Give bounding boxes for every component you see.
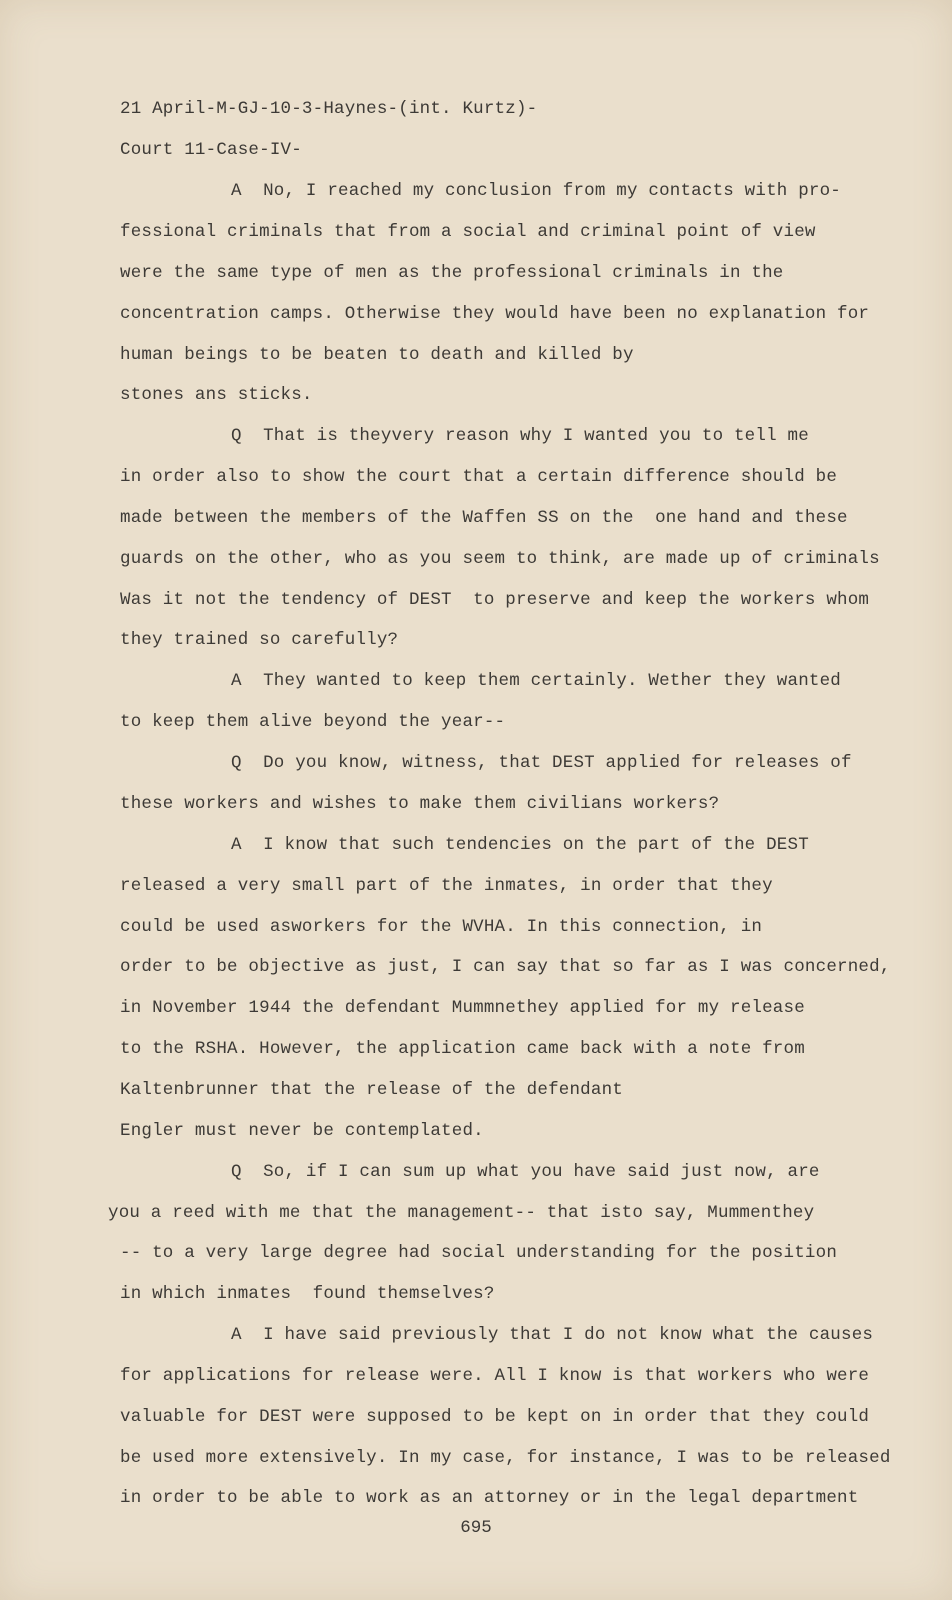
text-line: Was it not the tendency of DEST to preserve and keep the workers whom xyxy=(120,590,870,610)
text-line: Q So, if I can sum up what you have said just now, are xyxy=(231,1162,820,1182)
text-line: released a very small part of the inmates, in order that they xyxy=(120,876,773,896)
text-line: A I have said previously that I do not know what the causes xyxy=(231,1325,874,1345)
text-line: guards on the other, who as you seem to think, are made up of criminals xyxy=(120,549,880,569)
text-line: A I know that such tendencies on the part of the DEST xyxy=(231,835,809,855)
page-number: 695 xyxy=(460,1518,492,1538)
text-line: be used more extensively. In my case, for instance, I was to be released xyxy=(120,1448,891,1468)
header-line-1: 21 April-M-GJ-10-3-Haynes-(int. Kurtz)- xyxy=(120,99,538,119)
text-line: could be used asworkers for the WVHA. In this connection, in xyxy=(120,917,763,937)
text-line: to the RSHA. However, the application came back with a note from xyxy=(120,1039,805,1059)
text-line: these workers and wishes to make them civilians workers? xyxy=(120,794,720,814)
text-line: in order also to show the court that a certain difference should be xyxy=(120,467,838,487)
header-line-2: Court 11-Case-IV- xyxy=(120,140,302,160)
text-line: concentration camps. Otherwise they would have been no explanation for xyxy=(120,304,870,324)
text-line: A They wanted to keep them certainly. Wether they wanted xyxy=(231,671,841,691)
text-line: made between the members of the Waffen SS on the one hand and these xyxy=(120,508,848,528)
text-line: were the same type of men as the professional criminals in the xyxy=(120,263,784,283)
text-line: in order to be able to work as an attorney or in the legal department xyxy=(120,1488,859,1508)
text-line: human beings to be beaten to death and killed by xyxy=(120,345,634,365)
text-line: in November 1944 the defendant Mummnethey applied for my release xyxy=(120,998,805,1018)
text-line: -- to a very large degree had social understanding for the position xyxy=(120,1243,838,1263)
text-line: valuable for DEST were supposed to be kept on in order that they could xyxy=(120,1407,870,1427)
text-line: Kaltenbrunner that the release of the defendant xyxy=(120,1080,623,1100)
text-line: A No, I reached my conclusion from my contacts with pro- xyxy=(231,181,841,201)
text-line: to keep them alive beyond the year-- xyxy=(120,712,506,732)
text-line: fessional criminals that from a social and criminal point of view xyxy=(120,222,816,242)
text-line: Q That is theyvery reason why I wanted you to tell me xyxy=(231,426,809,446)
text-line: stones ans sticks. xyxy=(120,385,313,405)
text-line: for applications for release were. All I know is that workers who were xyxy=(120,1366,870,1386)
text-line: Q Do you know, witness, that DEST applied for releases of xyxy=(231,753,852,773)
text-line: Engler must never be contemplated. xyxy=(120,1121,484,1141)
text-line: order to be objective as just, I can say that so far as I was concerned, xyxy=(120,957,891,977)
text-line: they trained so carefully? xyxy=(120,630,399,650)
text-line: you a reed with me that the management-- that isto say, Mummenthey xyxy=(108,1203,815,1223)
text-line: in which inmates found themselves? xyxy=(120,1284,495,1304)
